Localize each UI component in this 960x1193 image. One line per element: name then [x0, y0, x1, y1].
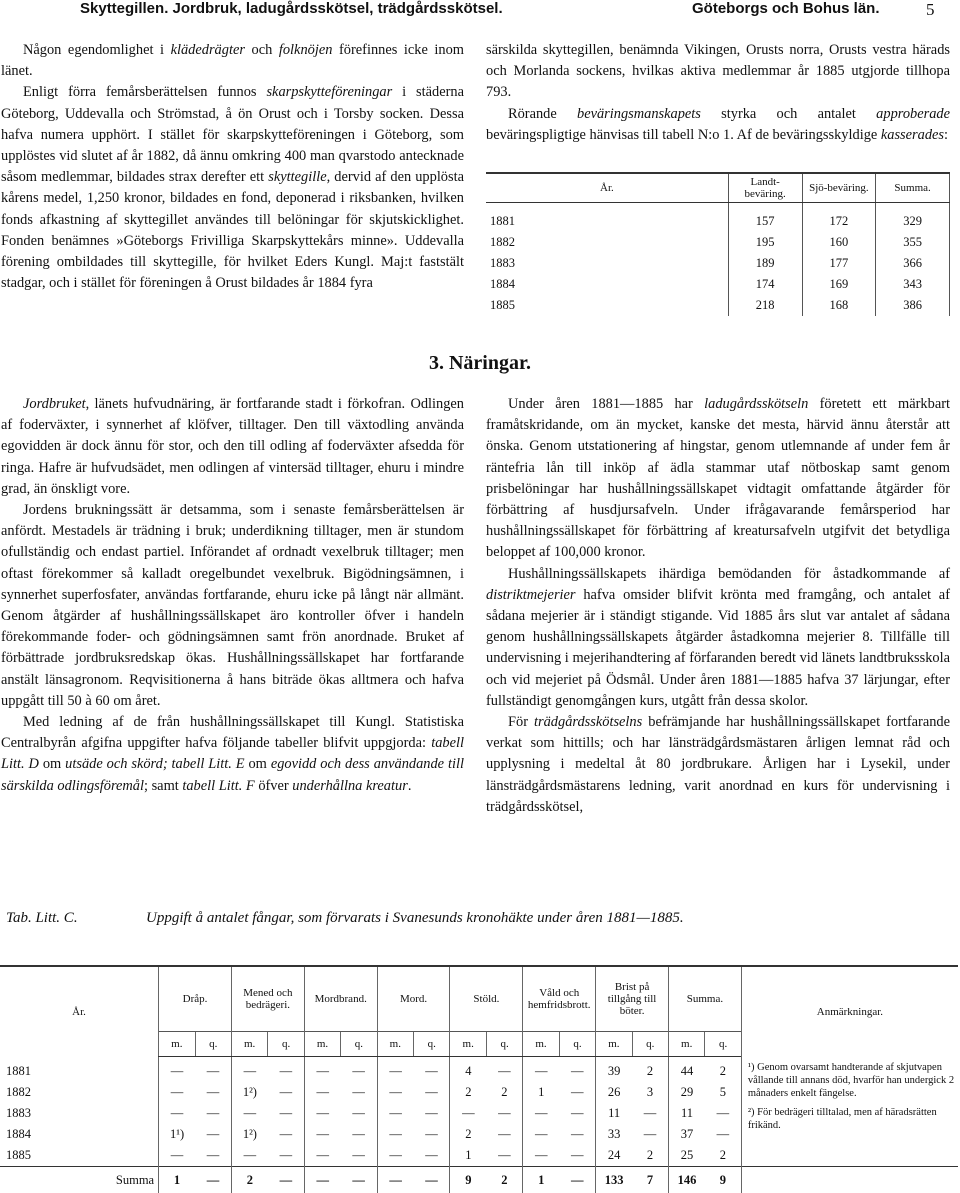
value-cell: 174: [728, 274, 802, 295]
unit-header: m.: [523, 1032, 559, 1057]
value-cell: 157: [728, 203, 802, 233]
column-header: Sjö-beväring.: [802, 173, 876, 203]
value-cell: —: [268, 1082, 304, 1103]
column-header: Mord.: [377, 966, 450, 1032]
right-column-bottom: [486, 394, 950, 818]
column-header: Stöld.: [450, 966, 523, 1032]
paragraph-livestock: Under åren 1881—1885 har ladugårdsskötseln företett ett märkbart framåtskridande, om än mycket, kanske det mesta, härvid ännu återstår att önska. Genom utstationering af hingstar, genom utlemnande af under fem år räntefria lån till inköp af ädla stammar utaf nötboskap samt genom prisbelöningar har hushållningssällskapet vidtagit omfattande åtgärder för förbättring af husdjursafveln. Under ifrågavarande femårsperiod har hushållningssällskapet för förbättring af kreatursafveln utgifvit det betydliga beloppet af 100,000 kronor.: [486, 394, 950, 564]
value-cell: —: [304, 1082, 340, 1103]
unit-header: m.: [159, 1032, 195, 1057]
sum-cell: 2: [231, 1167, 267, 1193]
value-cell: 24: [596, 1145, 632, 1167]
value-cell: —: [486, 1124, 522, 1145]
column-header: Mened och bedrägeri.: [231, 966, 304, 1032]
value-cell: 3: [632, 1082, 668, 1103]
value-cell: 33: [596, 1124, 632, 1145]
table-label: Tab. Litt. C.: [6, 910, 78, 927]
value-cell: —: [414, 1124, 450, 1145]
value-cell: —: [559, 1082, 595, 1103]
value-cell: —: [268, 1145, 304, 1167]
value-cell: 172: [802, 203, 876, 233]
table-title: Uppgift å antalet fångar, som förvarats i Svanesunds kronohäkte under åren 1881—1885.: [146, 910, 684, 927]
value-cell: —: [377, 1124, 413, 1145]
paragraph-costumes: Någon egendomlighet i klädedrägter och folknöjen förefinnes icke inom länet.: [1, 40, 464, 82]
year-cell: 1882: [0, 1082, 159, 1103]
value-cell: —: [486, 1103, 522, 1124]
value-cell: 218: [728, 295, 802, 316]
unit-header: m.: [304, 1032, 340, 1057]
value-cell: 44: [669, 1057, 705, 1083]
unit-header: q.: [486, 1032, 522, 1057]
page-number: 5: [926, 0, 935, 22]
table-row: [486, 203, 950, 233]
value-cell: 343: [876, 274, 950, 295]
sum-cell: —: [304, 1167, 340, 1193]
sum-cell: —: [414, 1167, 450, 1193]
value-cell: 160: [802, 232, 876, 253]
value-cell: —: [304, 1103, 340, 1124]
value-cell: 2: [450, 1082, 486, 1103]
year-cell: 1884: [0, 1124, 159, 1145]
sum-cell: —: [559, 1167, 595, 1193]
sum-cell: —: [268, 1167, 304, 1193]
value-cell: —: [523, 1124, 559, 1145]
value-cell: 39: [596, 1057, 632, 1083]
section-title: 3. Näringar.: [0, 352, 960, 375]
value-cell: —: [268, 1103, 304, 1124]
table-header-row: [0, 966, 958, 1032]
value-cell: 5: [705, 1082, 741, 1103]
table-row: [486, 295, 950, 316]
paragraph-conscripts: Rörande beväringsmanskapets styrka och antalet approberade beväringspligtige hänvisas till tabell N:o 1. Af de beväringsskyldige kasserades:: [486, 104, 950, 146]
value-cell: 11: [669, 1103, 705, 1124]
table-row: [0, 1057, 958, 1083]
value-cell: —: [195, 1057, 231, 1083]
paragraph-shooting-clubs: Enligt förra femårsberättelsen funnos skarpskytteföreningar i städerna Göteborg, Uddevalla och Strömstad, å ön Orust och i Torsby socken. Dessa hafva numera upphört. I stället för skarpskytteföreningen i Göteborg, som upplöstes vid slutet af år 1882, då ännu omkring 400 man qvarstodo antecknade såsom medlemmar, bildades strax derefter ett skyttegille, dervid af den upplösta kårens medel, 1,250 kronor, bildades en fond, deponerad i riksbanken, hvilken fonds afkastning af skyttegillet användes till belöningar för skjutskicklighet. Fonden benämnes »Göteborgs Frivilliga Skarpskyttekårs minne». Uddevalla förening ombildades till skyttegille, för hvilket Eders Kungl. Maj:t faststält stadgar, och i stället för föreningen å Orust bildades år 1884 fyra: [1, 82, 464, 294]
value-cell: 189: [728, 253, 802, 274]
year-cell: 1881: [0, 1057, 159, 1083]
value-cell: —: [341, 1103, 377, 1124]
value-cell: —: [559, 1145, 595, 1167]
value-cell: 2: [632, 1145, 668, 1167]
sum-row: [0, 1167, 958, 1193]
table-row: [486, 253, 950, 274]
value-cell: —: [159, 1082, 195, 1103]
sum-cell: —: [341, 1167, 377, 1193]
column-header: Anmärkningar.: [741, 966, 958, 1057]
unit-header: q.: [268, 1032, 304, 1057]
sum-cell: —: [377, 1167, 413, 1193]
value-cell: 355: [876, 232, 950, 253]
year-cell: 1884: [486, 274, 728, 295]
column-header: Summa.: [669, 966, 742, 1032]
remarks-cell: [741, 1057, 958, 1167]
sum-cell: 9: [450, 1167, 486, 1193]
value-cell: 2: [632, 1057, 668, 1083]
value-cell: —: [414, 1057, 450, 1083]
column-header: Summa.: [876, 173, 950, 203]
value-cell: 177: [802, 253, 876, 274]
value-cell: 11: [596, 1103, 632, 1124]
unit-header: m.: [377, 1032, 413, 1057]
running-header-right: Göteborgs och Bohus län.: [692, 0, 880, 22]
value-cell: 386: [876, 295, 950, 316]
unit-header: m.: [231, 1032, 267, 1057]
value-cell: —: [304, 1145, 340, 1167]
sum-label: Summa: [0, 1167, 159, 1193]
sum-cell: 7: [632, 1167, 668, 1193]
value-cell: —: [377, 1145, 413, 1167]
value-cell: 1¹): [159, 1124, 195, 1145]
value-cell: 4: [450, 1057, 486, 1083]
footnote-2: ²) För bedrägeri tilltalad, men af häradsrätten frikänd.: [748, 1106, 956, 1132]
table-header-row: [486, 173, 950, 203]
paragraph-dairies: Hushållningssällskapets ihärdiga bemödanden för åstadkommande af distriktmejerier hafva omsider blifvit krönta med framgång, och antalet af sådana mejerier är i ständigt stigande. Vid 1885 års slut var antalet af sådana genom hushållningssällskapets åtgärder åstadkomna mejerier 8. Tillfälle till undervisning i mejerihandtering af förfaranden beredt vid länets landtbruksskola och vid mejeriet på Ödsmål. Under åren 1881—1885 hafva 37 lärjungar, efter fullständigt genomgången kurs, utgått från dessa skolor.: [486, 564, 950, 712]
column-header: År.: [0, 966, 159, 1057]
value-cell: 2: [486, 1082, 522, 1103]
value-cell: —: [377, 1103, 413, 1124]
value-cell: 2: [705, 1145, 741, 1167]
value-cell: —: [559, 1057, 595, 1083]
value-cell: —: [159, 1145, 195, 1167]
value-cell: —: [523, 1057, 559, 1083]
paragraph-guilds: särskilda skyttegillen, benämnda Vikingen, Orusts norra, Orusts vestra härads och Morlanda sockens, hvilkas aktiva medlemmar år 1885 utgjorde tillhopa 793.: [486, 40, 950, 104]
value-cell: —: [414, 1082, 450, 1103]
value-cell: 169: [802, 274, 876, 295]
unit-header: m.: [596, 1032, 632, 1057]
conscripts-table: [486, 172, 950, 316]
prisoners-table: [0, 965, 958, 1193]
value-cell: 1²): [231, 1124, 267, 1145]
value-cell: —: [523, 1103, 559, 1124]
value-cell: —: [414, 1103, 450, 1124]
value-cell: —: [268, 1124, 304, 1145]
value-cell: —: [341, 1057, 377, 1083]
year-cell: 1883: [486, 253, 728, 274]
right-column-top: [486, 40, 950, 146]
year-cell: 1883: [0, 1103, 159, 1124]
value-cell: —: [450, 1103, 486, 1124]
value-cell: 1²): [231, 1082, 267, 1103]
column-header: Dråp.: [159, 966, 232, 1032]
value-cell: —: [341, 1082, 377, 1103]
value-cell: —: [414, 1145, 450, 1167]
value-cell: 25: [669, 1145, 705, 1167]
value-cell: —: [159, 1103, 195, 1124]
paragraph-gardening: För trädgårdsskötselns befrämjande har hushållningssällskapet fortfarande verkat som hittills; och har länsträdgårdsmästaren årligen lemnat råd och upplysning i medeltal åt 80 jordbrukare. Årligen har i Lysekil, under länsträdgårdsmästarens ledning, varit anordnad en kurs för undervisning i trädgårdsskötsel,: [486, 712, 950, 818]
running-header-left: Skyttegillen. Jordbruk, ladugårdsskötsel, trädgårdsskötsel.: [80, 0, 503, 22]
value-cell: —: [377, 1057, 413, 1083]
value-cell: —: [304, 1124, 340, 1145]
sum-cell: 1: [159, 1167, 195, 1193]
value-cell: —: [377, 1082, 413, 1103]
value-cell: —: [632, 1103, 668, 1124]
year-cell: 1882: [486, 232, 728, 253]
table-row: [486, 274, 950, 295]
value-cell: 1: [523, 1082, 559, 1103]
sum-remarks-cell: [741, 1167, 958, 1193]
value-cell: —: [559, 1103, 595, 1124]
sum-cell: 146: [669, 1167, 705, 1193]
value-cell: —: [523, 1145, 559, 1167]
left-column-bottom: [1, 394, 464, 797]
value-cell: —: [159, 1057, 195, 1083]
value-cell: 2: [450, 1124, 486, 1145]
year-cell: 1885: [0, 1145, 159, 1167]
value-cell: —: [486, 1145, 522, 1167]
value-cell: —: [341, 1124, 377, 1145]
column-header: År.: [486, 173, 728, 203]
unit-header: q.: [195, 1032, 231, 1057]
sum-cell: 2: [486, 1167, 522, 1193]
value-cell: —: [632, 1124, 668, 1145]
year-cell: 1881: [486, 203, 728, 233]
column-header: Landt-beväring.: [728, 173, 802, 203]
value-cell: 29: [669, 1082, 705, 1103]
value-cell: —: [705, 1103, 741, 1124]
value-cell: 366: [876, 253, 950, 274]
value-cell: 195: [728, 232, 802, 253]
sum-cell: 133: [596, 1167, 632, 1193]
column-header: Mordbrand.: [304, 966, 377, 1032]
year-cell: 1885: [486, 295, 728, 316]
value-cell: —: [705, 1124, 741, 1145]
unit-header: q.: [414, 1032, 450, 1057]
sum-cell: —: [195, 1167, 231, 1193]
value-cell: —: [195, 1082, 231, 1103]
column-header: Brist på tillgång till böter.: [596, 966, 669, 1032]
value-cell: —: [231, 1103, 267, 1124]
paragraph-farming-methods: Jordens brukningssätt är detsamma, som i senaste femårsberättelsen är anfördt. Mestadels är trädning i bruk; underdikning tilltager, men är stundom ofullständig och endast partiel. Införandet af ordnadt vexelbruk tilltager; men oftast förekommer så kalladt oregelbundet vexelbruk. Bigödningsämnen, i synnerhet superfosfater, användas fortfarande, ehuru icke på långt när allmänt. Genom åtgärder af hushållningssällskapet äro kontroller öfver i handeln förekommande foder- och gödningsämnen samt frön anordnade. Bruket af förbättrade jordbruksredskap ökas. Hushållningssällskapet har fortfarande anstält länsagronom. Reqvisitionerna å hans biträde ökas alltmera och hafva uppgått till 50 à 60 om året.: [1, 500, 464, 712]
value-cell: —: [559, 1124, 595, 1145]
value-cell: —: [486, 1057, 522, 1083]
sum-cell: 1: [523, 1167, 559, 1193]
footnote-1: ¹) Genom ovarsamt handterande af skjutvapen vållande till annans död, hvarför han undergick 2 månaders enkelt fängelse.: [748, 1061, 956, 1100]
unit-header: q.: [341, 1032, 377, 1057]
value-cell: —: [195, 1103, 231, 1124]
value-cell: 2: [705, 1057, 741, 1083]
table-row: [486, 232, 950, 253]
unit-header: m.: [669, 1032, 705, 1057]
value-cell: —: [268, 1057, 304, 1083]
value-cell: —: [341, 1145, 377, 1167]
value-cell: 1: [450, 1145, 486, 1167]
unit-header: m.: [450, 1032, 486, 1057]
value-cell: —: [231, 1145, 267, 1167]
column-header: Våld och hemfridsbrott.: [523, 966, 596, 1032]
unit-header: q.: [632, 1032, 668, 1057]
value-cell: 37: [669, 1124, 705, 1145]
value-cell: —: [304, 1057, 340, 1083]
sum-cell: 9: [705, 1167, 741, 1193]
value-cell: 329: [876, 203, 950, 233]
value-cell: —: [195, 1124, 231, 1145]
value-cell: 168: [802, 295, 876, 316]
value-cell: —: [195, 1145, 231, 1167]
unit-header: q.: [705, 1032, 741, 1057]
paragraph-agriculture: Jordbruket, länets hufvudnäring, är fortfarande stadt i förkofran. Odlingen af foderväxter, i synnerhet af klöfver, tilltager. Den till växtodling använda egovidden är dock ännu för stor, och den till odling af foderväxter afsedda för ringa. Hafre är hufvudsädet, men odlingen af vintersäd tilltager, ehuru i mindre grad, än önskligt vore.: [1, 394, 464, 500]
value-cell: 26: [596, 1082, 632, 1103]
value-cell: —: [231, 1057, 267, 1083]
paragraph-tables-reference: Med ledning af de från hushållningssällskapet till Kungl. Statistiska Centralbyrån afgifna uppgifter hafva följande tabeller blifvit uppgjorda: tabell Litt. D om utsäde och skörd; tabell Litt. E om egovidd och dess användande till särskilda odlingsföremål; samt tabell Litt. F öfver underhållna kreatur.: [1, 712, 464, 797]
left-column-top: [1, 40, 464, 294]
unit-header: q.: [559, 1032, 595, 1057]
